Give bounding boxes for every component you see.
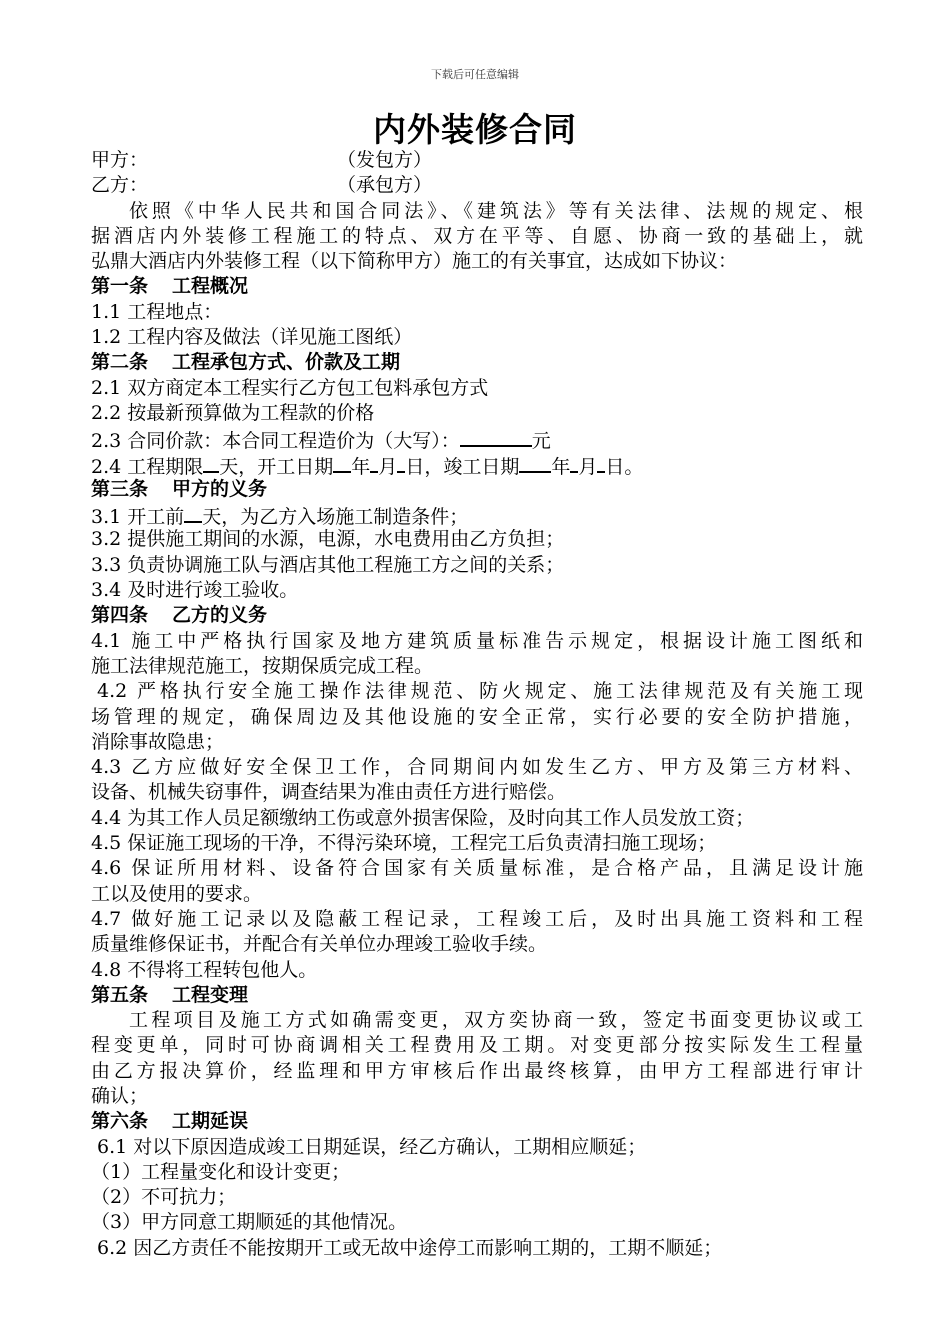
document-title: 内外装修合同 [373,110,577,149]
clause-4-8: 4.8 不得将工程转包他人。 [91,958,318,981]
clause-3-1: 3.1 开工前 天，为乙方入场施工制造条件； [91,502,863,527]
party-a-label: 甲方： [91,149,149,171]
condition-1: （1）工程量变化和设计变更； [91,1160,351,1183]
price-blank [460,426,532,447]
party-a-role: （发包方） [337,149,433,171]
prep-days-blank [184,502,202,523]
clause-2-1: 2.1 双方商定本工程实行乙方包工包料承包方式 [91,376,489,399]
intro-line: 依照《中华人民共和国合同法》、《建筑法》等有关法律、法规的规定、根 [129,199,863,222]
clause-4-7: 4.7 做好施工记录以及隐蔽工程记录，工程竣工后，及时出具施工资料和工程 质量维修保证书，并配合有关单位办理竣工验收手续。 [91,907,863,956]
party-b-label: 乙方： [91,174,149,197]
clause-2-3: 2.3 合同价款：本合同工程造价为（大写）： 元 [91,426,863,451]
clause-1-1: 1.1 工程地点： [91,300,223,323]
section-2-heading: 第二条 工程承包方式、价款及工期 [91,351,401,374]
clause-2-4: 2.4 工程期限 天，开工日期 年 月 日，竣工日期 年 月 日。 [91,452,863,477]
clause-6-2: 6.2 因乙方责任不能按期开工或无故中途停工而影响工期的，工期不顺延； [97,1236,723,1259]
party-b-role: （承包方） [337,174,433,197]
section-6-heading: 第六条 工期延误 [91,1110,249,1133]
clause-4-5: 4.5 保证施工现场的干净，不得污染环境，工程完工后负责清扫施工现场； [91,832,717,855]
clause-6-1: 6.1 对以下原因造成竣工日期延误，经乙方确认，工期相应顺延； [97,1135,647,1158]
clause-4-4: 4.4 为其工作人员足额缴纳工伤或意外损害保险，及时向其工作人员发放工资； [91,806,755,829]
duration-blank [203,452,219,473]
document-body [91,148,863,1261]
section-5-heading: 第五条 工程变理 [91,983,249,1006]
clause-4-2: 4.2 严格执行安全施工操作法律规范、防火规定、施工法律规范及有关施工现 场管理的规定，确保周边及其他设施的安全正常，实行必要的安全防护措施， 消除事故隐患； [91,680,863,753]
clause-3-3: 3.3 负责协调施工队与酒店其他工程施工方之间的关系； [91,553,565,576]
party-a [91,148,863,173]
start-year-blank [333,452,351,473]
intro-line: 弘鼎大酒店内外装修工程（以下简称甲方）施工的有关事宜，达成如下协议： [91,250,738,273]
party-b [91,173,863,198]
clause-4-3: 4.3 乙方应做好安全保卫工作，合同期间内如发生乙方、甲方及第三方材料、 设备、机械失窃事件，调查结果为准由责任方进行赔偿。 [91,756,863,804]
section-1-heading: 第一条 工程概况 [91,275,249,298]
section-5-paragraph: 工程项目及施工方式如确需变更，双方奕协商一致，签定书面变更协议或工 程变更单，同时可协商调相关工程费用及工期。对变更部分按实际发生工程量 由乙方报决算价，经监理和甲方审核后作出最终核算，由甲方工程部进行审计 确认； [91,1009,863,1107]
intro-paragraph [91,199,863,275]
clause-1-2: 1.2 工程内容及做法（详见施工图纸） [91,326,413,349]
clause-4-6: 4.6 保证所用材料、设备符合国家有关质量标准，是合格产品，且满足设计施 工以及使用的要求。 [91,857,863,905]
condition-2: （2）不可抗力； [91,1186,237,1209]
clause-4-1: 4.1 施工中严格执行国家及地方建筑质量标准告示规定，根据设计施工图纸和 施工法律规范施工，按期保质完成工程。 [91,629,863,677]
clause-3-4: 3.4 及时进行竣工验收。 [91,579,299,602]
clause-3-2: 3.2 提供施工期间的水源，电源，水电费用由乙方负担； [91,528,565,551]
end-year-blank [519,452,551,473]
clause-2-2: 2.2 按最新预算做为工程款的价格 [91,401,375,424]
section-4-heading: 第四条 乙方的义务 [91,604,268,627]
condition-3: （3）甲方同意工期顺延的其他情况。 [91,1211,408,1234]
header-note: 下载后可任意编辑 [431,68,519,81]
section-3-heading: 第三条 甲方的义务 [91,477,268,500]
intro-line: 据酒店内外装修工程施工的特点、双方在平等、自愿、协商一致的基础上，就 [91,224,863,247]
